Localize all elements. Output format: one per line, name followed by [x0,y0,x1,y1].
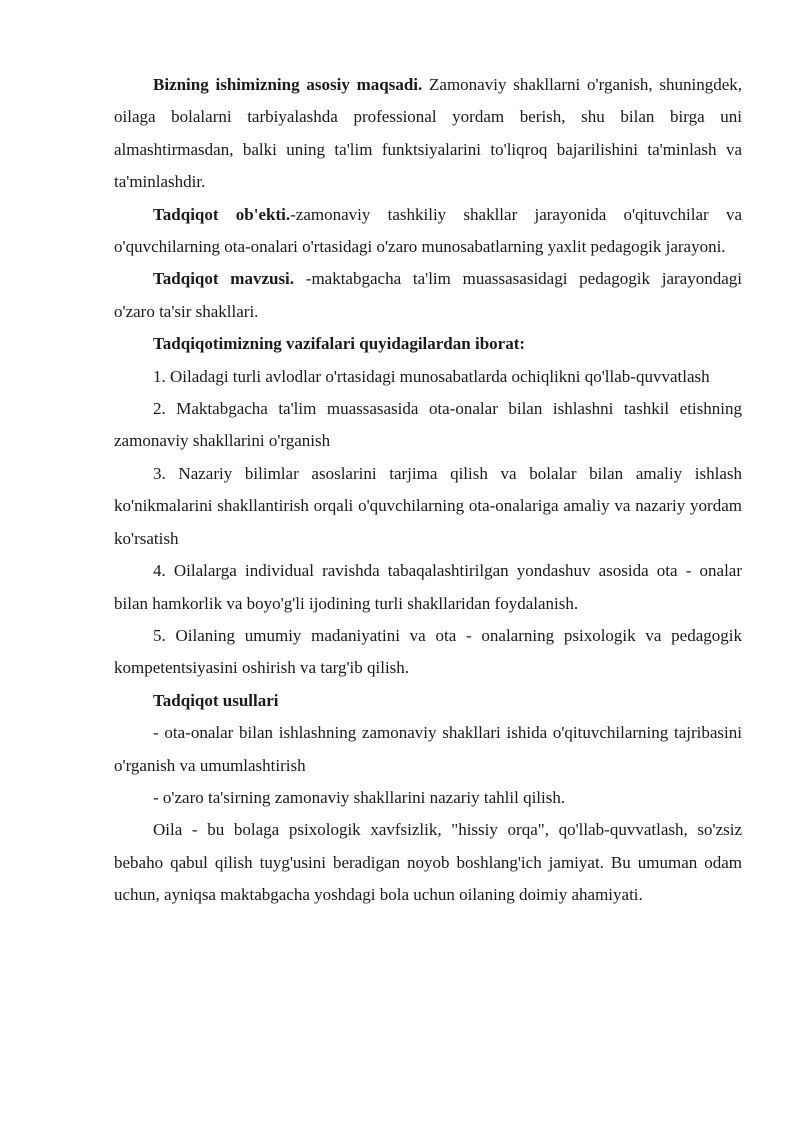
method-item: - o'zaro ta'sirning zamonaviy shakllarini nazariy tahlil qilish. [153,787,566,807]
goal-text: Zamonaviy shakllarni o'rganish, shuningdek, oilaga bolalarni tarbiyalashda professional yordam berish, shu bilan birga uni almashtirmasdan, balki uning ta'lim funktsiyalarini to'liqroq bajarilishini ta'minlash va ta'minlashdir. [114,75,742,192]
subject-heading: Tadqiqot mavzusi. [153,269,295,289]
method-item: - ota-onalar bilan ishlashning zamonaviy shakllari ishida o'qituvchilarning tajribasini o'rganish va umumlashtirish [114,723,742,775]
goal-heading: Bizning ishimizning asosiy maqsadi. [153,75,423,94]
task-item: 3. Nazariy bilimlar asoslarini tarjima qilish va bolalar bilan amaliy ishlash ko'nikmalarini shakllantirish orqali o'quvchilarning ota-onalariga amaliy va nazariy yordam ko'rsatish [114,463,742,548]
tasks-heading: Tadqiqotimizning vazifalari quyidagilardan iborat: [153,334,526,354]
object-heading: Tadqiqot ob'ekti. [153,204,291,224]
tasks-heading-paragraph [114,328,742,360]
methods-heading: Tadqiqot usullari [153,690,279,710]
closing-paragraph: Oila - bu bolaga psixologik xavfsizlik, "hissiy orqa", qo'llab-quvvatlash, so'zsiz bebaho qabul qilish tuyg'usini beradigan noyob boshlang'ich jamiyat. Bu umuman odam uchun, ayniqsa maktabgacha yoshdagi bola uchun oilaning doimiy ahamiyati. [114,820,742,905]
object-text: -zamonaviy tashkiliy shakllar jarayonida o'qituvchilar va o'quvchilarning ota-onalari o'rtasidagi o'zaro munosabatlarning yaxlit pedagogik jarayoni. [114,204,743,257]
subject-paragraph [114,263,742,328]
task-item: 2. Maktabgacha ta'lim muassasasida ota-onalar bilan ishlashni tashkil etishning zamonaviy shakllarini o'rganish [114,399,742,451]
task-item: 1. Oiladagi turli avlodlar o'rtasidagi munosabatlarda ochiqlikni qo'llab-quvvatlash [153,366,710,386]
object-paragraph [114,199,742,264]
methods-heading-paragraph [114,685,742,717]
goal-paragraph [114,69,742,199]
document-page [114,69,742,912]
subject-text: -maktabgacha ta'lim muassasasidagi pedagogik jarayondagi o'zaro ta'sir shakllari. [114,269,742,321]
task-item: 5. Oilaning umumiy madaniyatini va ota - onalarning psixologik va pedagogik kompetentsiyasini oshirish va targ'ib qilish. [114,625,742,678]
task-item: 4. Oilalarga individual ravishda tabaqalashtirilgan yondashuv asosida ota - onalar bilan hamkorlik va boyo'g'li ijodining turli shakllaridan foydalanish. [114,561,742,613]
